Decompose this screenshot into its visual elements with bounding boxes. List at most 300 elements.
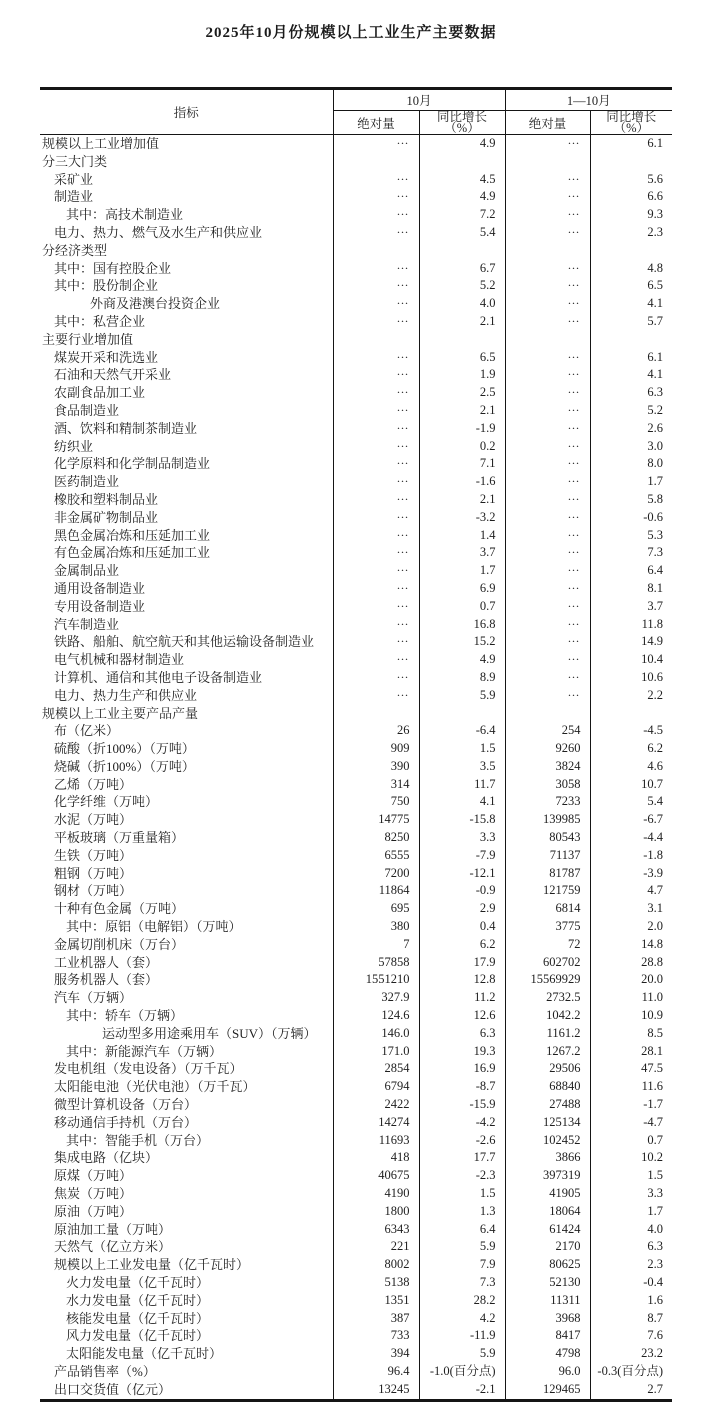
value-cell <box>505 331 590 349</box>
value-cell: 4.8 <box>647 260 664 275</box>
value-cell: 2.9 <box>419 900 505 918</box>
no-data-ellipsis: … <box>396 366 410 379</box>
value-cell <box>333 171 419 189</box>
indicator-cell: 原煤（万吨） <box>40 1167 333 1185</box>
value-cell: 6.5 <box>647 278 664 293</box>
value-cell: 124.6 <box>333 1007 419 1025</box>
value-cell: 10.2 <box>641 1150 664 1165</box>
header-yoy-line2: （%） <box>613 120 649 135</box>
value-cell <box>419 242 505 260</box>
value-cell: 6.2 <box>647 741 664 756</box>
table-row <box>40 1345 672 1363</box>
indicator-cell: 其中：新能源汽车（万辆） <box>40 1043 333 1061</box>
value-cell: 254 <box>505 722 590 740</box>
table-row <box>40 491 672 509</box>
indicator-cell: 布（亿米） <box>40 722 333 740</box>
value-cell <box>505 633 590 651</box>
value-cell: 19.3 <box>419 1043 505 1061</box>
value-cell: 129465 <box>505 1381 590 1400</box>
value-cell: 5.9 <box>419 1238 505 1256</box>
no-data-ellipsis: … <box>396 401 410 414</box>
value-cell: 2422 <box>333 1096 419 1114</box>
no-data-ellipsis: … <box>567 473 581 486</box>
value-cell: 1.7 <box>647 1203 664 1218</box>
value-cell: -0.6 <box>643 509 664 524</box>
value-cell: 10.6 <box>641 669 664 684</box>
table-row <box>40 260 672 278</box>
value-cell: 80625 <box>505 1256 590 1274</box>
value-cell: 10.7 <box>641 776 664 791</box>
value-cell <box>333 153 419 171</box>
no-data-ellipsis: … <box>567 508 581 521</box>
no-data-ellipsis: … <box>396 170 410 183</box>
value-cell: 8002 <box>333 1256 419 1274</box>
value-cell: 695 <box>333 900 419 918</box>
value-cell: 20.0 <box>641 972 664 987</box>
value-cell: 6555 <box>333 847 419 865</box>
value-cell: 28.2 <box>419 1292 505 1310</box>
value-cell <box>333 651 419 669</box>
value-cell: 27488 <box>505 1096 590 1114</box>
table-row <box>40 740 672 758</box>
value-cell <box>505 509 590 527</box>
value-cell: 2854 <box>333 1060 419 1078</box>
table-row <box>40 687 672 705</box>
indicator-cell: 微型计算机设备（万台） <box>40 1096 333 1114</box>
value-cell: -2.6 <box>419 1132 505 1150</box>
value-cell: 2.5 <box>419 384 505 402</box>
value-cell: 4.1 <box>647 367 664 382</box>
value-cell: 6.3 <box>647 385 664 400</box>
value-cell: 11693 <box>333 1132 419 1150</box>
value-cell <box>505 544 590 562</box>
value-cell <box>505 491 590 509</box>
value-cell: 6.4 <box>419 1221 505 1239</box>
value-cell: 102452 <box>505 1132 590 1150</box>
table-row <box>40 188 672 206</box>
no-data-ellipsis: … <box>567 223 581 236</box>
no-data-ellipsis: … <box>567 295 581 308</box>
indicator-cell: 发电机组（发电设备）（万千瓦） <box>40 1060 333 1078</box>
value-cell: 0.7 <box>419 598 505 616</box>
value-cell: 9.3 <box>647 207 664 222</box>
indicator-cell: 规模以上工业增加值 <box>40 135 333 153</box>
value-cell <box>505 687 590 705</box>
value-cell: 10.4 <box>641 652 664 667</box>
value-cell: 5.8 <box>647 491 664 506</box>
indicator-cell: 移动通信手持机（万台） <box>40 1114 333 1132</box>
table-row <box>40 509 672 527</box>
value-cell: 8.5 <box>647 1025 664 1040</box>
value-cell: 71137 <box>505 847 590 865</box>
indicator-cell: 服务机器人（套） <box>40 971 333 989</box>
value-cell: 3.3 <box>647 1186 664 1201</box>
value-cell <box>590 331 672 349</box>
value-cell: 387 <box>333 1310 419 1328</box>
value-cell <box>333 438 419 456</box>
value-cell: -1.6 <box>419 473 505 491</box>
table-row <box>40 1274 672 1292</box>
value-cell <box>333 313 419 331</box>
value-cell: 2.0 <box>647 919 664 934</box>
value-cell: -12.1 <box>419 865 505 883</box>
table-row <box>40 1185 672 1203</box>
value-cell <box>505 295 590 313</box>
table-row <box>40 758 672 776</box>
value-cell: 2.3 <box>647 224 664 239</box>
value-cell: -1.9 <box>419 420 505 438</box>
no-data-ellipsis: … <box>396 473 410 486</box>
value-cell: 2.1 <box>419 402 505 420</box>
value-cell <box>419 153 505 171</box>
value-cell <box>333 206 419 224</box>
value-cell: 8250 <box>333 829 419 847</box>
table-row <box>40 135 672 153</box>
value-cell: 5.4 <box>419 224 505 242</box>
indicator-cell: 化学纤维（万吨） <box>40 793 333 811</box>
table-row <box>40 402 672 420</box>
header-yoy-line2: （%） <box>444 120 480 135</box>
value-cell: 81787 <box>505 865 590 883</box>
indicator-cell: 化学原料和化学制品制造业 <box>40 455 333 473</box>
no-data-ellipsis: … <box>396 668 410 681</box>
value-cell: -1.0(百分点) <box>419 1363 505 1381</box>
indicator-cell: 原油加工量（万吨） <box>40 1221 333 1239</box>
no-data-ellipsis: … <box>396 615 410 628</box>
value-cell: 380 <box>333 918 419 936</box>
value-cell <box>333 260 419 278</box>
value-cell: 6.3 <box>647 1239 664 1254</box>
value-cell: 1.5 <box>419 1185 505 1203</box>
value-cell: 6.1 <box>647 349 664 364</box>
value-cell: 4.9 <box>419 188 505 206</box>
table-row <box>40 1149 672 1167</box>
value-cell: 7.3 <box>647 545 664 560</box>
table-row <box>40 1381 672 1400</box>
indicator-cell: 有色金属冶炼和压延加工业 <box>40 544 333 562</box>
value-cell: 0.2 <box>419 438 505 456</box>
indicator-cell: 橡胶和塑料制品业 <box>40 491 333 509</box>
indicator-cell: 计算机、通信和其他电子设备制造业 <box>40 669 333 687</box>
no-data-ellipsis: … <box>396 490 410 503</box>
table-row <box>40 224 672 242</box>
value-cell: 602702 <box>505 954 590 972</box>
indicator-cell: 非金属矿物制品业 <box>40 509 333 527</box>
value-cell: 11.0 <box>641 990 664 1005</box>
no-data-ellipsis: … <box>567 188 581 201</box>
value-cell: -4.4 <box>643 830 664 845</box>
no-data-ellipsis: … <box>567 455 581 468</box>
value-cell: 5.3 <box>647 527 664 542</box>
value-cell: 3824 <box>505 758 590 776</box>
value-cell: -2.1 <box>419 1381 505 1400</box>
indicator-cell: 太阳能电池（光伏电池）（万千瓦） <box>40 1078 333 1096</box>
table-row <box>40 562 672 580</box>
value-cell: 14.9 <box>641 634 664 649</box>
value-cell: 6343 <box>333 1221 419 1239</box>
value-cell: 5.2 <box>647 402 664 417</box>
value-cell <box>333 544 419 562</box>
value-cell <box>333 295 419 313</box>
header-jan-oct-absolute: 绝对量 <box>505 111 590 135</box>
value-cell: 3.3 <box>419 829 505 847</box>
no-data-ellipsis: … <box>567 384 581 397</box>
no-data-ellipsis: … <box>567 651 581 664</box>
no-data-ellipsis: … <box>567 437 581 450</box>
table-row <box>40 1327 672 1345</box>
value-cell: -3.9 <box>643 865 664 880</box>
value-cell: -4.5 <box>643 723 664 738</box>
value-cell <box>505 384 590 402</box>
value-cell <box>505 562 590 580</box>
value-cell: 6.3 <box>419 1025 505 1043</box>
indicator-cell: 专用设备制造业 <box>40 598 333 616</box>
value-cell: 4.0 <box>647 1221 664 1236</box>
value-cell: 5.7 <box>647 313 664 328</box>
table-row <box>40 1221 672 1239</box>
value-cell <box>505 580 590 598</box>
value-cell <box>505 277 590 295</box>
header-october-absolute: 绝对量 <box>333 111 419 135</box>
table-row <box>40 971 672 989</box>
value-cell: 8.7 <box>647 1310 664 1325</box>
indicator-cell: 焦炭（万吨） <box>40 1185 333 1203</box>
value-cell: -0.4 <box>643 1275 664 1289</box>
value-cell: 2.2 <box>647 687 664 702</box>
table-row <box>40 633 672 651</box>
value-cell <box>333 616 419 634</box>
value-cell: 4.0 <box>419 295 505 313</box>
indicator-cell: 主要行业增加值 <box>40 331 333 349</box>
value-cell: 2732.5 <box>505 989 590 1007</box>
value-cell: 1267.2 <box>505 1043 590 1061</box>
value-cell: 4.1 <box>647 296 664 311</box>
value-cell <box>505 171 590 189</box>
value-cell: 28.1 <box>641 1043 664 1058</box>
table-row <box>40 669 672 687</box>
value-cell: 3866 <box>505 1149 590 1167</box>
value-cell <box>333 473 419 491</box>
indicator-cell: 铁路、船舶、航空航天和其他运输设备制造业 <box>40 633 333 651</box>
no-data-ellipsis: … <box>567 562 581 575</box>
value-cell: 1.5 <box>419 740 505 758</box>
indicator-cell: 分三大门类 <box>40 153 333 171</box>
value-cell: 909 <box>333 740 419 758</box>
indicator-cell: 外商及港澳台投资企业 <box>40 295 333 313</box>
value-cell <box>333 491 419 509</box>
value-cell <box>333 331 419 349</box>
value-cell <box>505 313 590 331</box>
value-cell: 17.9 <box>419 954 505 972</box>
value-cell <box>505 527 590 545</box>
table-row <box>40 295 672 313</box>
indicator-cell: 平板玻璃（万重量箱） <box>40 829 333 847</box>
value-cell: -6.7 <box>643 812 664 827</box>
indicator-cell: 其中：私营企业 <box>40 313 333 331</box>
indicator-cell: 集成电路（亿块） <box>40 1149 333 1167</box>
indicator-cell: 水力发电量（亿千瓦时） <box>40 1292 333 1310</box>
no-data-ellipsis: … <box>396 633 410 646</box>
no-data-ellipsis: … <box>396 562 410 575</box>
value-cell: 7.3 <box>419 1274 505 1292</box>
no-data-ellipsis: … <box>567 419 581 432</box>
value-cell <box>590 242 672 260</box>
no-data-ellipsis: … <box>567 134 581 147</box>
table-row <box>40 793 672 811</box>
page-title: 2025年10月份规模以上工业生产主要数据 <box>205 25 497 41</box>
no-data-ellipsis: … <box>567 597 581 610</box>
no-data-ellipsis: … <box>567 544 581 557</box>
value-cell: 14775 <box>333 811 419 829</box>
value-cell: 221 <box>333 1238 419 1256</box>
value-cell: 3.7 <box>419 544 505 562</box>
value-cell: 57858 <box>333 954 419 972</box>
value-cell: 3968 <box>505 1310 590 1328</box>
value-cell: 1.3 <box>419 1203 505 1221</box>
header-jan-oct-yoy <box>590 111 672 135</box>
value-cell: -2.3 <box>419 1167 505 1185</box>
indicator-cell: 制造业 <box>40 188 333 206</box>
indicator-cell: 采矿业 <box>40 171 333 189</box>
table-row <box>40 1096 672 1114</box>
indicator-cell: 核能发电量（亿千瓦时） <box>40 1310 333 1328</box>
no-data-ellipsis: … <box>396 526 410 539</box>
value-cell <box>505 153 590 171</box>
value-cell <box>505 206 590 224</box>
value-cell: 4.5 <box>419 171 505 189</box>
indicator-cell: 分经济类型 <box>40 242 333 260</box>
value-cell: 2.1 <box>419 491 505 509</box>
value-cell: 6.4 <box>647 563 664 578</box>
value-cell: -0.3(百分点) <box>597 1363 664 1378</box>
table-body <box>40 135 672 1401</box>
value-cell <box>333 455 419 473</box>
header-october-group: 10月 <box>333 89 505 111</box>
indicator-cell: 医药制造业 <box>40 473 333 491</box>
table-row <box>40 1060 672 1078</box>
value-cell: 11.2 <box>419 989 505 1007</box>
table-row <box>40 1203 672 1221</box>
no-data-ellipsis: … <box>396 686 410 699</box>
value-cell: 1.4 <box>419 527 505 545</box>
indicator-cell: 钢材（万吨） <box>40 882 333 900</box>
value-cell: 8.9 <box>419 669 505 687</box>
value-cell: 4.6 <box>647 758 664 773</box>
value-cell: 52130 <box>505 1274 590 1292</box>
value-cell <box>590 153 672 171</box>
table-row <box>40 900 672 918</box>
value-cell <box>333 277 419 295</box>
indicator-cell: 金属切削机床（万台） <box>40 936 333 954</box>
no-data-ellipsis: … <box>396 188 410 201</box>
table-row <box>40 865 672 883</box>
value-cell <box>505 349 590 367</box>
indicator-cell: 十种有色金属（万吨） <box>40 900 333 918</box>
table-row <box>40 1043 672 1061</box>
table-row <box>40 349 672 367</box>
value-cell: 15.2 <box>419 633 505 651</box>
no-data-ellipsis: … <box>396 455 410 468</box>
value-cell: 2.6 <box>647 420 664 435</box>
value-cell: 6.7 <box>419 260 505 278</box>
table-row <box>40 1167 672 1185</box>
value-cell <box>333 384 419 402</box>
table-row <box>40 171 672 189</box>
indicator-cell: 水泥（万吨） <box>40 811 333 829</box>
table-row <box>40 811 672 829</box>
value-cell: 15569929 <box>505 971 590 989</box>
value-cell <box>505 366 590 384</box>
value-cell: 2.3 <box>647 1257 664 1272</box>
indicator-cell: 太阳能发电量（亿千瓦时） <box>40 1345 333 1363</box>
table-row <box>40 882 672 900</box>
indicator-cell: 原油（万吨） <box>40 1203 333 1221</box>
value-cell <box>333 366 419 384</box>
value-cell <box>505 135 590 153</box>
value-cell: 11311 <box>505 1292 590 1310</box>
value-cell: 80543 <box>505 829 590 847</box>
value-cell <box>590 705 672 723</box>
indicator-cell: 其中：股份制企业 <box>40 277 333 295</box>
value-cell <box>505 420 590 438</box>
value-cell: 0.7 <box>647 1132 664 1147</box>
table-row <box>40 313 672 331</box>
indicator-cell: 电气机械和器材制造业 <box>40 651 333 669</box>
value-cell: -7.9 <box>419 847 505 865</box>
value-cell: 750 <box>333 793 419 811</box>
value-cell <box>505 598 590 616</box>
value-cell: 2170 <box>505 1238 590 1256</box>
indicator-cell: 乙烯（万吨） <box>40 776 333 794</box>
value-cell: -6.4 <box>419 722 505 740</box>
value-cell: 1.7 <box>647 474 664 489</box>
value-cell: -15.9 <box>419 1096 505 1114</box>
value-cell: 8.1 <box>647 580 664 595</box>
value-cell: 11.8 <box>641 616 664 631</box>
value-cell: 68840 <box>505 1078 590 1096</box>
value-cell: 40675 <box>333 1167 419 1185</box>
indicator-cell: 运动型多用途乘用车（SUV）（万辆） <box>40 1025 333 1043</box>
value-cell: 390 <box>333 758 419 776</box>
value-cell: 3.5 <box>419 758 505 776</box>
value-cell: 28.8 <box>641 954 664 969</box>
value-cell: 5.6 <box>647 171 664 186</box>
no-data-ellipsis: … <box>567 206 581 219</box>
header-yoy-line1: 同比增长 <box>437 109 488 124</box>
no-data-ellipsis: … <box>567 277 581 290</box>
indicator-cell: 天然气（亿立方米） <box>40 1238 333 1256</box>
value-cell: 3.7 <box>647 598 664 613</box>
value-cell: 7.6 <box>647 1328 664 1343</box>
value-cell: 12.8 <box>419 971 505 989</box>
value-cell: 314 <box>333 776 419 794</box>
value-cell: 1.7 <box>419 562 505 580</box>
indicator-cell: 烧碱（折100%）（万吨） <box>40 758 333 776</box>
value-cell: 2.1 <box>419 313 505 331</box>
no-data-ellipsis: … <box>396 384 410 397</box>
value-cell <box>333 687 419 705</box>
no-data-ellipsis: … <box>396 223 410 236</box>
table-row <box>40 153 672 171</box>
indicator-cell: 工业机器人（套） <box>40 954 333 972</box>
value-cell: 121759 <box>505 882 590 900</box>
indicator-cell: 纺织业 <box>40 438 333 456</box>
value-cell: 6.6 <box>647 189 664 204</box>
value-cell: 6.5 <box>419 349 505 367</box>
value-cell <box>505 651 590 669</box>
value-cell <box>505 260 590 278</box>
no-data-ellipsis: … <box>396 419 410 432</box>
